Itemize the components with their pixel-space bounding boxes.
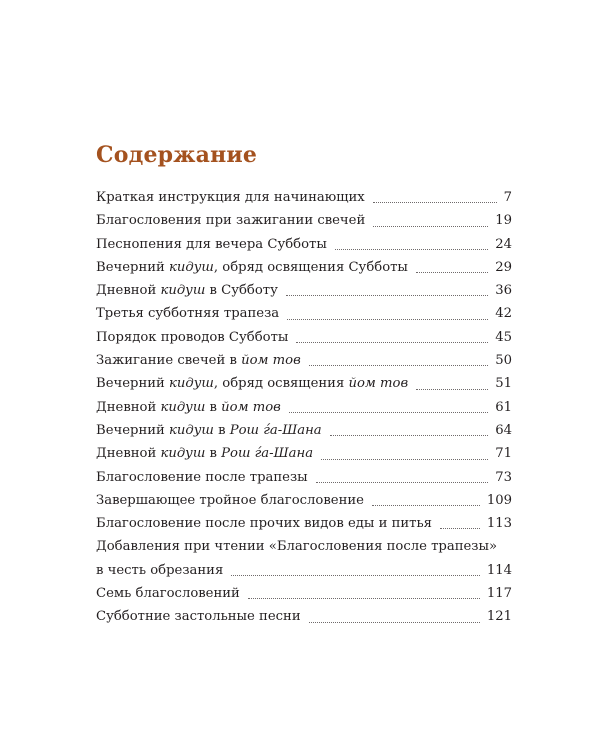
- toc-entry: [96, 466, 512, 489]
- toc-entry: [96, 186, 512, 209]
- dot-leader: [416, 272, 488, 273]
- toc-entry: [96, 302, 512, 325]
- toc-entry-row: [96, 559, 512, 582]
- page-number: 51: [495, 376, 512, 392]
- title-text: Зажигание свечей в: [96, 353, 242, 369]
- toc-entry: [96, 279, 512, 302]
- dot-leader: [296, 342, 488, 343]
- toc-entry: [96, 512, 512, 535]
- title-text: в Субботу: [205, 283, 278, 299]
- dot-leader: [286, 295, 488, 296]
- dot-leader: [231, 575, 480, 576]
- italic-term: йом тов: [221, 399, 281, 415]
- toc-entry-title: [96, 489, 364, 512]
- page-number: 29: [495, 259, 512, 275]
- title-text: , обряд освящения Субботы: [213, 259, 408, 275]
- dot-leader: [309, 622, 480, 623]
- toc-entry-title: [96, 372, 408, 395]
- toc-entry-title: [96, 605, 301, 628]
- toc-entry-title: [96, 396, 281, 419]
- title-text: Песнопения для вечера Субботы: [96, 236, 327, 252]
- dot-leader: [373, 202, 497, 203]
- toc-entry-title: [96, 349, 301, 372]
- toc-entry-title: [96, 302, 279, 325]
- page-number: 42: [495, 306, 512, 322]
- toc-entry: [96, 535, 512, 582]
- italic-term: Рош ѓа-Шана: [229, 422, 322, 438]
- italic-term: Рош ѓа-Шана: [221, 446, 314, 462]
- dot-leader: [335, 249, 488, 250]
- italic-term: кидуш: [169, 422, 214, 438]
- italic-term: йом тов: [241, 353, 301, 369]
- page-number: 64: [495, 422, 512, 438]
- toc-entry-title: [96, 559, 223, 582]
- toc-entry-title: [96, 209, 365, 232]
- dot-leader: [416, 389, 488, 390]
- dot-leader: [309, 365, 488, 366]
- page-number: 19: [495, 213, 512, 229]
- toc-entry-title: [96, 256, 408, 279]
- title-text: Благословение после прочих видов еды и питья: [96, 516, 432, 532]
- title-text: Завершающее тройное благословение: [96, 492, 364, 508]
- title-text: в честь обрезания: [96, 562, 224, 578]
- title-text: Вечерний: [96, 376, 170, 392]
- title-text: Семь благословений: [96, 586, 240, 602]
- title-text: Дневной: [96, 399, 161, 415]
- toc-entry: [96, 256, 512, 279]
- toc-entry-title-line: Добавления при чтении «Благословения после трапезы»: [96, 539, 498, 555]
- title-text: в: [205, 446, 222, 462]
- title-text: Субботние застольные песни: [96, 609, 301, 625]
- toc-entry-title: [96, 326, 288, 349]
- toc-entry: [96, 605, 512, 628]
- italic-term: кидуш: [169, 376, 214, 392]
- title-text: Дневной: [96, 283, 161, 299]
- dot-leader: [440, 528, 480, 529]
- title-text: в: [205, 399, 222, 415]
- italic-term: кидуш: [160, 399, 206, 415]
- toc-entry-title: [96, 233, 327, 256]
- toc-entry: [96, 396, 512, 419]
- toc-entry-title: [96, 582, 240, 605]
- page-number: 114: [486, 562, 512, 578]
- toc-entry-title: [96, 466, 308, 489]
- dot-leader: [373, 226, 488, 227]
- italic-term: кидуш: [169, 259, 214, 275]
- title-text: Вечерний: [96, 422, 170, 438]
- title-text: Краткая инструкция для начинающих: [96, 190, 365, 205]
- title-text: Вечерний: [96, 259, 170, 275]
- title-text: Дневной: [96, 446, 161, 462]
- table-of-contents: [96, 186, 512, 629]
- page-number: 36: [495, 283, 512, 299]
- title-text: Благословения при зажигании свечей: [96, 213, 366, 229]
- title-text: , обряд освящения: [213, 376, 349, 392]
- dot-leader: [330, 435, 489, 436]
- page-number: 7: [503, 190, 512, 205]
- dot-leader: [289, 412, 488, 413]
- title-text: в: [213, 422, 230, 438]
- toc-entry: [96, 349, 512, 372]
- dot-leader: [372, 505, 480, 506]
- toc-entry-title: [96, 419, 322, 442]
- toc-entry-title: [96, 512, 432, 535]
- dot-leader: [316, 482, 489, 483]
- dot-leader: [321, 459, 488, 460]
- page-number: 109: [486, 492, 512, 508]
- page-title: Содержание: [96, 142, 258, 168]
- page-number: 24: [495, 236, 512, 252]
- page-number: 61: [495, 399, 512, 415]
- toc-entry: [96, 442, 512, 465]
- page-number: 50: [495, 353, 512, 369]
- page-number: 113: [486, 516, 512, 532]
- italic-term: кидуш: [160, 283, 206, 299]
- page-number: 73: [495, 469, 512, 485]
- toc-entry: [96, 582, 512, 605]
- page-number: 71: [495, 446, 512, 462]
- toc-entry: [96, 326, 512, 349]
- page-number: 117: [486, 586, 512, 602]
- dot-leader: [248, 598, 480, 599]
- title-text: Порядок проводов Субботы: [96, 329, 289, 345]
- italic-term: кидуш: [160, 446, 206, 462]
- toc-entry: [96, 489, 512, 512]
- page-number: 121: [486, 609, 512, 625]
- title-text: Благословение после трапезы: [96, 469, 308, 485]
- toc-entry-title: [96, 442, 313, 465]
- italic-term: йом тов: [348, 376, 409, 392]
- dot-leader: [287, 319, 488, 320]
- toc-entry: [96, 372, 512, 395]
- toc-entry: [96, 209, 512, 232]
- toc-entry: [96, 233, 512, 256]
- title-text: Третья субботняя трапеза: [96, 306, 280, 322]
- toc-entry-title: [96, 186, 365, 209]
- toc-entry: [96, 419, 512, 442]
- toc-entry-title: [96, 279, 278, 302]
- page-number: 45: [495, 329, 512, 345]
